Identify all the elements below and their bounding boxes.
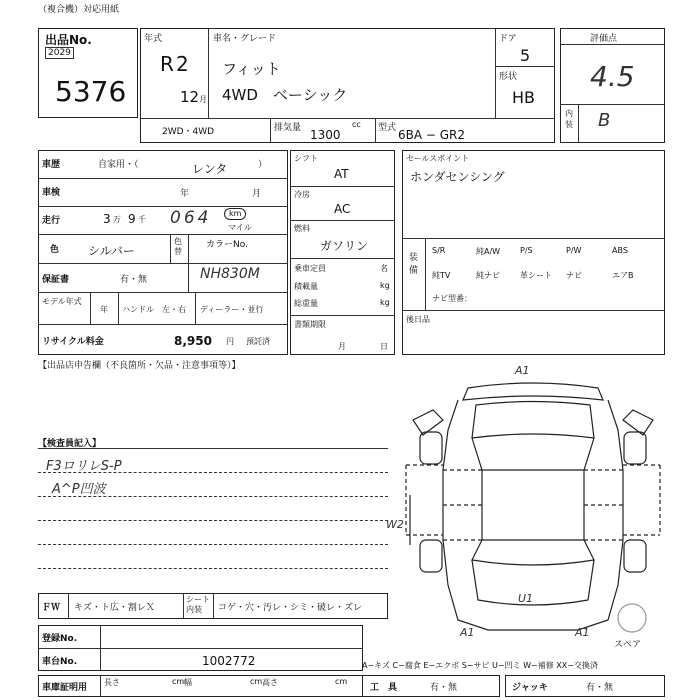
interior-label: 内装 — [565, 109, 573, 129]
tools-value: 有・無 — [430, 683, 458, 693]
reg-label: 書類期限 — [294, 320, 326, 329]
year-era: R — [160, 52, 174, 76]
shift-value: AT — [334, 167, 349, 181]
inspector-label: 【検査員記入】 — [38, 439, 102, 449]
model-year-label: モデル年式 — [42, 297, 82, 306]
post-label: 後日品 — [406, 315, 430, 324]
year-month: 12 — [180, 88, 200, 106]
equipment-item: ナビ — [566, 271, 582, 280]
cert-width: 幅 — [184, 678, 192, 687]
door-label: ドア — [499, 34, 517, 44]
warranty-value: 有・無 — [120, 275, 148, 285]
fuel-value: ガソリン — [320, 239, 369, 253]
inspector-line-2: A^P凹波 — [52, 482, 106, 497]
year-value: 2 — [176, 52, 189, 76]
tools-label: 工 具 — [370, 683, 398, 693]
diagram-front: A1 — [515, 364, 530, 377]
capacity-label: 乗車定員 — [294, 264, 326, 273]
load-label: 積載量 — [294, 282, 318, 291]
shift-label: シフト — [294, 154, 318, 163]
shape-label: 形状 — [499, 72, 518, 82]
damage-legend: A−キズ C−腐食 E−エクボ S−サビ U−凹ミ W−補修 XX−交換済 — [362, 661, 598, 670]
mileage-rest: 064 — [170, 208, 212, 228]
reg-no-label: 登録No. — [42, 634, 78, 644]
weight-unit: kg — [380, 298, 390, 307]
inspection-label: 車検 — [42, 188, 61, 198]
seat-label: シート内装 — [186, 595, 210, 614]
diagram-bottom: U1 — [518, 592, 534, 605]
cert-height: 高さ — [262, 678, 278, 687]
recycle-value: 8,950 — [174, 334, 212, 348]
capacity-unit: 名 — [380, 264, 388, 273]
warranty-label: 保証書 — [42, 275, 70, 285]
jack-value: 有・無 — [586, 683, 614, 693]
sales-value: ホンダセンシング — [410, 170, 505, 184]
chassis-label: 車台No. — [42, 657, 78, 667]
handle-options: ハンドル 左・右 — [122, 305, 186, 314]
weight-label: 総重量 — [294, 299, 318, 308]
door-value: 5 — [520, 46, 531, 65]
color-no-value: NH830M — [200, 266, 260, 282]
model-name: フィット — [222, 60, 281, 78]
disp-label: 排気量 — [274, 123, 302, 133]
interior-score: B — [598, 110, 611, 131]
type-value: 6BA − GR2 — [398, 128, 466, 142]
equipment-item: 革シート — [520, 271, 552, 280]
reg-day: 日 — [380, 342, 388, 351]
equipment-navi-model: ナビ型番： — [432, 294, 472, 303]
score-overall: 4.5 — [590, 60, 635, 93]
diagram-spare: スペア — [614, 640, 642, 650]
ac-value: AC — [334, 202, 351, 216]
type-label: 型式 — [378, 123, 397, 133]
year-label: 年式 — [144, 34, 163, 44]
mileage-label: 走行 — [42, 216, 61, 226]
fw-label: ＦＷ — [42, 603, 61, 613]
mileage-mile: マイル — [228, 223, 252, 232]
history-options: 自家用・（ — [98, 160, 139, 170]
disp-value: 1300 — [310, 128, 341, 142]
fuel-label: 燃料 — [294, 224, 310, 233]
lot-number: 5376 — [55, 75, 127, 108]
color-value: シルバー — [88, 244, 135, 258]
history-close: ） — [258, 160, 268, 170]
cert-length-unit: cm — [172, 677, 185, 686]
model-grade: 4WD ベーシック — [222, 86, 348, 104]
cert-label: 車庫証明用 — [42, 683, 88, 693]
mileage-sen: 9 — [128, 212, 136, 226]
recycle-note: 預託済 — [246, 337, 270, 346]
lot-label: 出品No. — [45, 33, 92, 47]
ac-label: 冷房 — [294, 190, 310, 199]
drive-label: 2WD・4WD — [162, 127, 215, 137]
inspector-line-1: F3ロリレS-P — [46, 459, 122, 474]
chassis-value: 1002772 — [202, 654, 256, 668]
lot-year-code: 2029 — [45, 47, 74, 59]
recycle-label: リサイクル料金 — [42, 337, 104, 347]
mileage-man: 3 — [103, 212, 111, 226]
compat-note: （複合機）対応用紙 — [38, 5, 120, 15]
cert-height-unit: cm — [335, 677, 348, 686]
reg-month: 月 — [338, 342, 346, 351]
equipment-item: エアB — [612, 271, 634, 280]
sales-label: セールスポイント — [406, 154, 470, 163]
jack-label: ジャッキ — [512, 683, 548, 693]
equipment-item: ABS — [612, 246, 628, 255]
cert-length: 長さ — [104, 678, 120, 687]
history-value: レンタ — [192, 162, 228, 176]
equipment-item: P/W — [566, 246, 582, 255]
equipment-item: 純A/W — [476, 247, 501, 256]
recycle-unit: 円 — [226, 337, 234, 346]
equipment-item: P/S — [520, 246, 533, 255]
model-year-unit: 年 — [100, 305, 108, 314]
equipment-item: 純TV — [432, 271, 451, 280]
seat-items: コゲ・穴・汚レ・シミ・破レ・ズレ — [218, 603, 363, 613]
cert-width-unit: cm — [250, 677, 263, 686]
year-month-unit: 月 — [199, 95, 207, 104]
dealer-options: ディーラー・並行 — [200, 305, 264, 314]
declaration-label: 【出品店申告欄（不良箇所・欠品・注意事項等）】 — [38, 361, 241, 371]
diagram-rear-right: A1 — [575, 626, 590, 639]
color-change: 色替 — [174, 237, 182, 256]
lot-box — [38, 28, 138, 118]
equipment-item: 純ナビ — [476, 271, 500, 280]
color-label: 色 — [50, 245, 60, 255]
score-label: 評価点 — [590, 34, 618, 44]
equipment-label: 装備 — [409, 253, 419, 276]
mileage-man-unit: 万 — [113, 215, 121, 224]
load-unit: kg — [380, 281, 390, 290]
inspection-month: 月 — [252, 189, 262, 199]
mileage-km: km — [224, 208, 246, 220]
fw-items: キズ・ト広・割レＸ — [74, 603, 155, 613]
color-no-label: カラーNo. — [206, 240, 248, 250]
disp-unit: cc — [352, 120, 361, 129]
inspection-year: 年 — [180, 189, 190, 199]
mileage-sen-unit: 千 — [138, 215, 146, 224]
model-label: 車名・グレード — [213, 34, 277, 44]
shape-value: HB — [512, 88, 536, 107]
history-label: 車歴 — [42, 160, 61, 170]
diagram-rear-left: A1 — [460, 626, 475, 639]
equipment-item: S/R — [432, 246, 446, 255]
diagram-side: W2 — [386, 518, 404, 531]
